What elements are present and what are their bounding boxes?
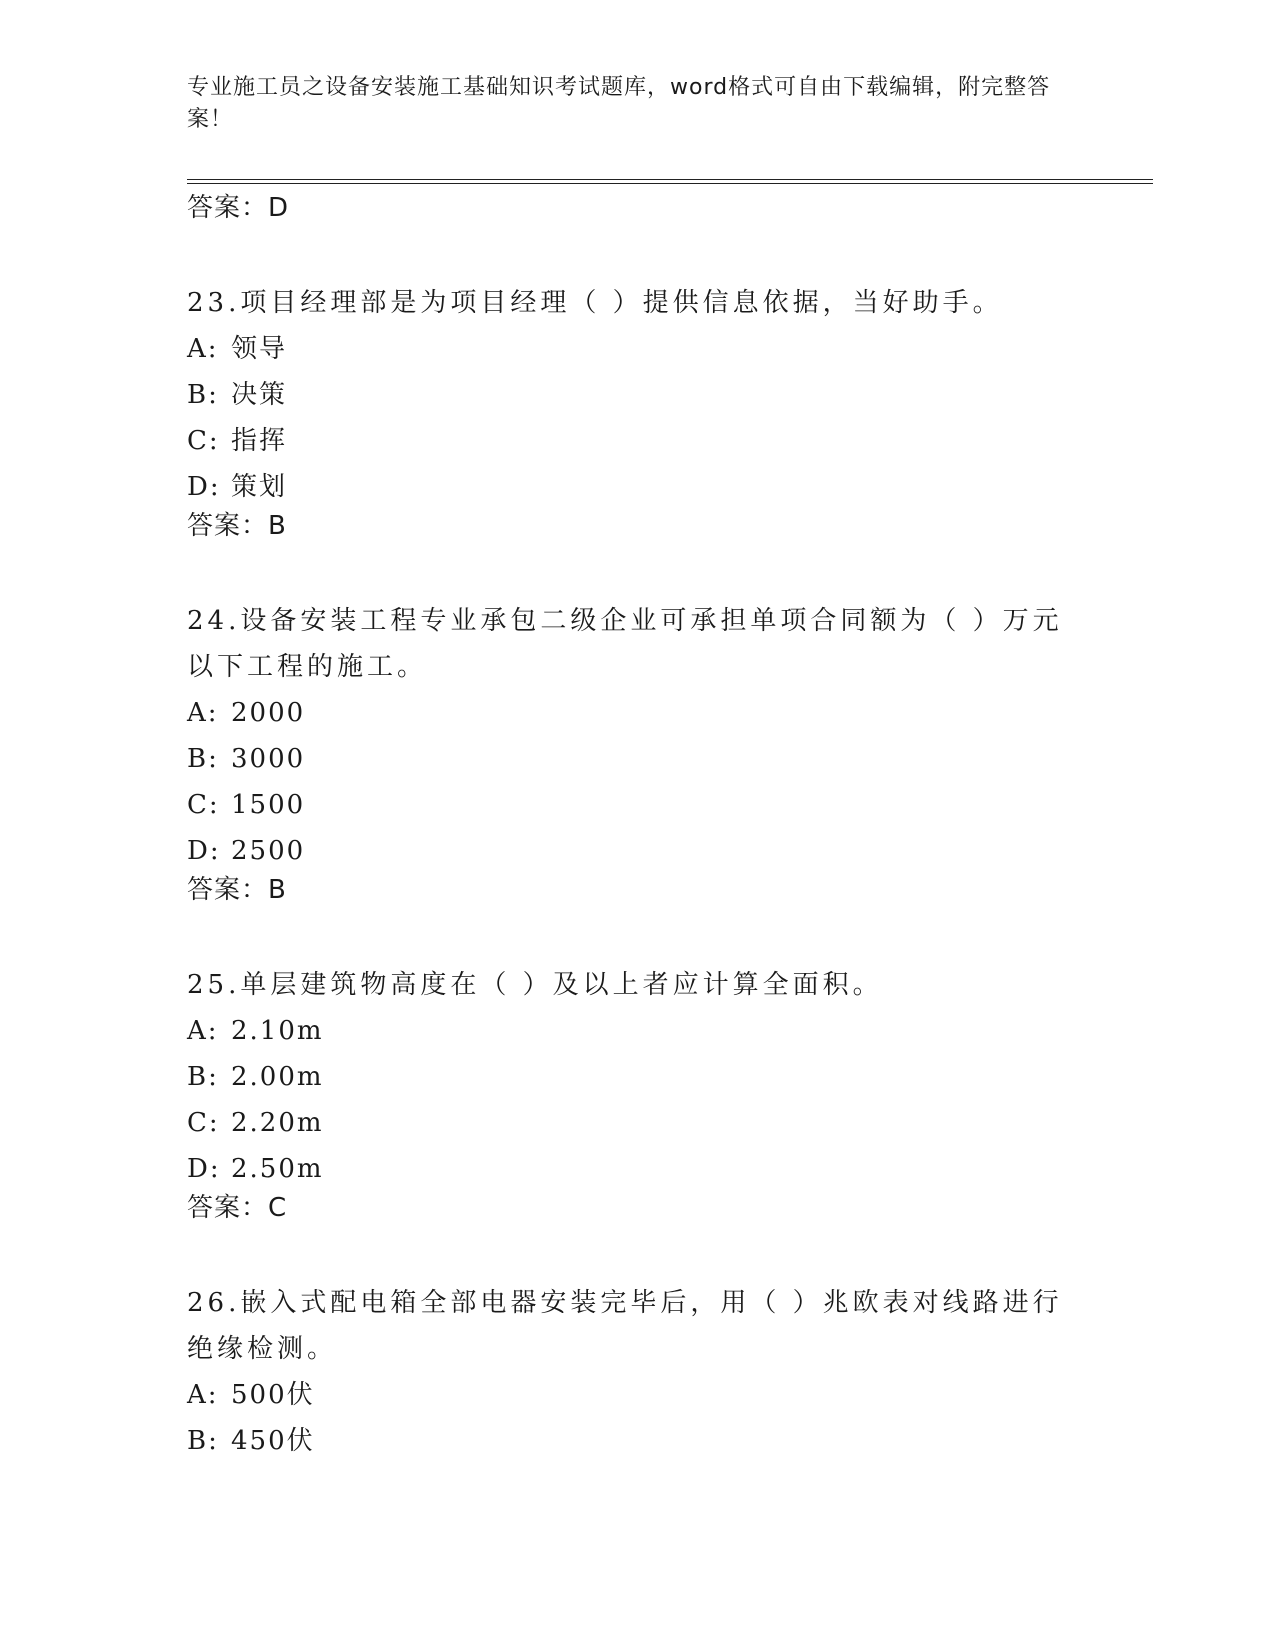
question-stem: 25.单层建筑物高度在（ ）及以上者应计算全面积。 bbox=[187, 970, 883, 1000]
option-text: 3000 bbox=[231, 744, 306, 774]
answer-line: 答案：B bbox=[187, 875, 287, 905]
option-d bbox=[187, 828, 1067, 874]
option-key: C: bbox=[187, 1108, 220, 1138]
option-text: 2000 bbox=[231, 698, 306, 728]
option-a bbox=[187, 690, 1067, 736]
option-key: A: bbox=[187, 1380, 219, 1410]
option-key: A: bbox=[187, 1016, 219, 1046]
option-a bbox=[187, 1372, 1067, 1418]
option-d bbox=[187, 1146, 1067, 1192]
option-c bbox=[187, 1100, 1067, 1146]
header-rule-bottom bbox=[187, 183, 1153, 184]
option-b bbox=[187, 1418, 1067, 1464]
answer-line: 答案：C bbox=[187, 1193, 288, 1223]
option-text: 500伏 bbox=[231, 1380, 315, 1410]
option-b bbox=[187, 736, 1067, 782]
option-key: C: bbox=[187, 426, 220, 456]
option-a bbox=[187, 1008, 1067, 1054]
question-23 bbox=[187, 280, 1067, 542]
option-key: A: bbox=[187, 334, 219, 364]
option-text: 领导 bbox=[231, 334, 288, 364]
option-key: B: bbox=[187, 1062, 219, 1092]
document-header: 专业施工员之设备安装施工基础知识考试题库，word格式可自由下载编辑，附完整答案！ bbox=[187, 75, 1051, 132]
answer-line: 答案：D bbox=[187, 193, 290, 223]
option-text: 指挥 bbox=[231, 426, 288, 456]
header-rule-top bbox=[187, 179, 1153, 180]
question-stem: 26.嵌入式配电箱全部电器安装完毕后，用（ ）兆欧表对线路进行绝缘检测。 bbox=[187, 1288, 1063, 1364]
option-key: D: bbox=[187, 836, 221, 866]
option-key: B: bbox=[187, 1426, 219, 1456]
option-key: A: bbox=[187, 698, 219, 728]
question-26 bbox=[187, 1280, 1067, 1464]
question-25 bbox=[187, 962, 1067, 1224]
option-key: C: bbox=[187, 790, 220, 820]
option-key: D: bbox=[187, 1154, 221, 1184]
option-b bbox=[187, 372, 1067, 418]
option-key: D: bbox=[187, 472, 221, 502]
option-text: 1500 bbox=[231, 790, 306, 820]
option-text: 2.20m bbox=[231, 1108, 324, 1138]
option-c bbox=[187, 782, 1067, 828]
option-text: 决策 bbox=[231, 380, 288, 410]
question-list bbox=[187, 192, 1067, 1464]
question-stem: 24.设备安装工程专业承包二级企业可承担单项合同额为（ ）万元以下工程的施工。 bbox=[187, 606, 1063, 682]
option-text: 2.50m bbox=[231, 1154, 324, 1184]
answer-line: 答案：B bbox=[187, 511, 287, 541]
option-text: 2.00m bbox=[231, 1062, 324, 1092]
option-text: 2500 bbox=[231, 836, 306, 866]
option-a bbox=[187, 326, 1067, 372]
option-text: 2.10m bbox=[231, 1016, 324, 1046]
option-key: B: bbox=[187, 380, 219, 410]
option-b bbox=[187, 1054, 1067, 1100]
question-stem: 23.项目经理部是为项目经理（ ）提供信息依据，当好助手。 bbox=[187, 288, 1003, 318]
option-text: 策划 bbox=[231, 472, 288, 502]
option-d bbox=[187, 464, 1067, 510]
option-c bbox=[187, 418, 1067, 464]
question-24 bbox=[187, 598, 1067, 906]
option-text: 450伏 bbox=[231, 1426, 315, 1456]
option-key: B: bbox=[187, 744, 219, 774]
